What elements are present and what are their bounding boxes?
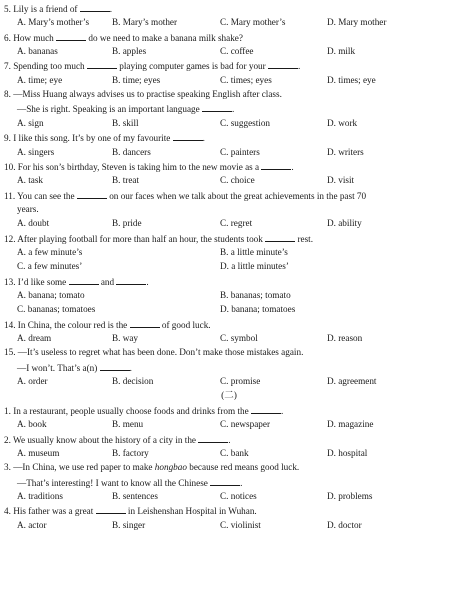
question-text: —She is right. Speaking is an important language bbox=[17, 104, 202, 115]
option-b[interactable]: B. way bbox=[112, 333, 139, 344]
s2-question-4-options bbox=[17, 519, 457, 531]
question-text: . bbox=[202, 133, 205, 144]
question-text: 13. I’d like some bbox=[4, 276, 69, 287]
question-text: 12. After playing football for more than half an hour, the students took bbox=[4, 233, 266, 244]
question-text: 7. Spending too much bbox=[4, 61, 87, 72]
s1-question-8-options-row-2 bbox=[17, 260, 457, 272]
option-d[interactable]: D. problems bbox=[327, 490, 373, 501]
s1-question-6-stem bbox=[4, 160, 294, 173]
s1-question-4-stem-cont bbox=[17, 102, 234, 115]
answer-blank[interactable] bbox=[69, 275, 99, 285]
answer-blank[interactable] bbox=[116, 275, 149, 287]
answer-blank[interactable] bbox=[173, 131, 205, 144]
question-text: . bbox=[109, 4, 113, 14]
section-title: (二) bbox=[221, 390, 237, 401]
option-c[interactable]: C. symbol bbox=[220, 333, 258, 344]
question-text: —I won’t. That’s a(n) bbox=[17, 362, 100, 373]
option-c[interactable]: C. coffee bbox=[220, 46, 254, 57]
option-c[interactable]: C. regret bbox=[220, 218, 253, 229]
option-a[interactable]: A. bananas bbox=[17, 46, 58, 57]
s2-question-1-options bbox=[17, 418, 457, 430]
option-d[interactable]: D. Mary mother bbox=[327, 17, 387, 28]
question-text: 15. —It’s useless to regret what has been done. Don’t make those mistakes again. bbox=[4, 347, 304, 358]
question-text: because red means good luck. bbox=[186, 462, 300, 473]
s2-question-3-stem-cont bbox=[17, 476, 242, 489]
question-text: 3. —In China, we use red paper to make bbox=[4, 462, 155, 473]
option-c[interactable]: C. a few minutes’ bbox=[17, 261, 83, 272]
question-text: 10. For his son’s birthday, Steven is taking him to the new movie as a bbox=[4, 161, 262, 172]
s1-question-10-stem bbox=[4, 318, 211, 331]
option-d[interactable]: D. banana; tomatoes bbox=[220, 304, 296, 315]
s1-question-3-stem bbox=[4, 59, 300, 72]
s1-question-7-stem bbox=[4, 189, 366, 202]
s1-question-9-options-row-1 bbox=[17, 289, 457, 301]
s1-question-1-stem bbox=[4, 2, 112, 15]
s2-question-1-stem bbox=[4, 404, 283, 417]
option-b[interactable]: B. skill bbox=[112, 117, 139, 128]
answer-blank[interactable] bbox=[268, 59, 301, 72]
s2-question-4-stem bbox=[4, 504, 257, 517]
s1-question-7-stem-cont bbox=[17, 203, 39, 215]
s1-question-4-stem bbox=[4, 88, 282, 100]
question-text: and bbox=[98, 276, 117, 287]
question-text: 5. Lily is a friend of bbox=[4, 4, 80, 14]
option-b[interactable]: B. decision bbox=[112, 376, 154, 387]
option-b[interactable]: B. Mary’s mother bbox=[112, 17, 178, 28]
option-c[interactable]: C. notices bbox=[220, 490, 257, 501]
question-text: playing computer games is bad for your bbox=[116, 61, 268, 72]
option-c[interactable]: C. newspaper bbox=[220, 419, 271, 430]
answer-blank[interactable] bbox=[80, 2, 113, 14]
question-text: . bbox=[280, 405, 284, 416]
answer-blank[interactable] bbox=[198, 433, 231, 445]
option-a[interactable]: A. Mary’s mother’s bbox=[17, 17, 90, 28]
question-text: do we need to make a banana milk shake? bbox=[86, 32, 243, 43]
s2-question-2-options bbox=[17, 447, 457, 459]
option-c[interactable]: C. suggestion bbox=[220, 117, 271, 128]
option-a[interactable]: A. a few minute’s bbox=[17, 246, 83, 257]
answer-blank[interactable] bbox=[100, 361, 130, 371]
question-text: . bbox=[298, 61, 301, 72]
option-a[interactable]: A. time; eye bbox=[17, 74, 63, 85]
answer-blank[interactable] bbox=[77, 189, 107, 199]
answer-blank[interactable] bbox=[261, 160, 294, 172]
question-text: rest. bbox=[295, 233, 314, 244]
answer-blank[interactable] bbox=[56, 31, 86, 41]
option-b[interactable]: B. treat bbox=[112, 175, 140, 186]
option-c[interactable]: C. choice bbox=[220, 175, 255, 186]
option-b[interactable]: B. sentences bbox=[112, 490, 158, 501]
option-c[interactable]: C. bank bbox=[220, 447, 249, 458]
question-text: of good luck. bbox=[159, 319, 211, 330]
option-c[interactable]: C. promise bbox=[220, 376, 261, 387]
s1-question-4-options bbox=[17, 117, 457, 129]
option-a[interactable]: A. doubt bbox=[17, 218, 50, 229]
option-d[interactable]: D. doctor bbox=[327, 519, 362, 530]
question-text: . bbox=[129, 362, 132, 373]
option-d[interactable]: D. a little minutes’ bbox=[220, 261, 289, 272]
option-d[interactable]: D. agreement bbox=[327, 376, 377, 387]
option-a[interactable]: A. task bbox=[17, 175, 44, 186]
option-a[interactable]: A. sign bbox=[17, 117, 44, 128]
option-c[interactable]: C. times; eyes bbox=[220, 74, 272, 85]
s1-question-3-options bbox=[17, 74, 457, 86]
question-text: 6. How much bbox=[4, 32, 57, 43]
question-text: years. bbox=[17, 203, 39, 214]
s1-question-5-options bbox=[17, 146, 457, 158]
s1-question-8-options-row-1 bbox=[17, 246, 457, 258]
option-a[interactable]: A. museum bbox=[17, 447, 60, 458]
option-a[interactable]: A. book bbox=[17, 419, 47, 430]
option-d[interactable]: D. ability bbox=[327, 218, 362, 229]
option-b[interactable]: B. apples bbox=[112, 46, 147, 57]
option-b[interactable]: B. dancers bbox=[112, 146, 151, 157]
question-text: 4. His father was a great bbox=[4, 506, 96, 517]
s2-question-3-options bbox=[17, 490, 457, 502]
question-text: . bbox=[291, 161, 294, 172]
answer-blank[interactable] bbox=[210, 476, 243, 488]
option-c[interactable]: C. Mary mother’s bbox=[220, 17, 286, 28]
option-d[interactable]: D. milk bbox=[327, 46, 356, 57]
answer-blank[interactable] bbox=[251, 404, 284, 416]
question-text: 14. In China, the colour red is the bbox=[4, 319, 130, 330]
option-d[interactable]: D. visit bbox=[327, 175, 355, 186]
s1-question-11-stem bbox=[4, 346, 303, 358]
s1-question-5-stem bbox=[4, 131, 205, 144]
option-a[interactable]: A. traditions bbox=[17, 490, 63, 501]
option-a[interactable]: A. order bbox=[17, 376, 48, 387]
option-a[interactable]: A. dream bbox=[17, 333, 52, 344]
option-c[interactable]: C. painters bbox=[220, 146, 260, 157]
option-c[interactable]: C. bananas; tomatoes bbox=[17, 304, 96, 315]
question-text: 1. In a restaurant, people usually choose foods and drinks from the bbox=[4, 405, 251, 416]
option-d[interactable]: D. writers bbox=[327, 146, 364, 157]
option-d[interactable]: D. work bbox=[327, 117, 358, 128]
answer-blank[interactable] bbox=[96, 504, 126, 514]
option-b[interactable]: B. time; eyes bbox=[112, 74, 161, 85]
option-d[interactable]: D. times; eye bbox=[327, 74, 376, 85]
answer-blank[interactable] bbox=[265, 232, 295, 242]
s2-question-2-stem bbox=[4, 433, 231, 446]
s2-question-3-stem bbox=[4, 461, 299, 473]
s1-question-2-options bbox=[17, 45, 457, 57]
option-d[interactable]: D. magazine bbox=[327, 419, 374, 430]
option-b[interactable]: B. pride bbox=[112, 218, 142, 229]
option-b[interactable]: B. bananas; tomato bbox=[220, 290, 291, 300]
s1-question-10-options bbox=[17, 332, 457, 344]
option-b[interactable]: B. factory bbox=[112, 447, 149, 458]
question-text: . bbox=[228, 434, 231, 445]
answer-blank[interactable] bbox=[87, 59, 117, 69]
option-b[interactable]: B. a little minute’s bbox=[220, 246, 288, 257]
option-c[interactable]: C. violinist bbox=[220, 519, 261, 530]
s1-question-11-stem-cont bbox=[17, 361, 132, 374]
question-text: 11. You can see the bbox=[4, 190, 77, 201]
s1-question-9-stem bbox=[4, 275, 149, 288]
s1-question-7-options bbox=[17, 217, 457, 229]
option-d[interactable]: D. hospital bbox=[327, 447, 368, 458]
s1-question-1-options bbox=[17, 16, 457, 28]
answer-blank[interactable] bbox=[130, 318, 160, 328]
question-text: 9. I like this song. It’s by one of my favourite bbox=[4, 133, 173, 144]
question-text: 2. We usually know about the history of a city in the bbox=[4, 434, 199, 445]
option-a[interactable]: A. banana; tomato bbox=[17, 290, 85, 300]
option-a[interactable]: A. actor bbox=[17, 519, 47, 530]
option-b[interactable]: B. singer bbox=[112, 519, 146, 530]
question-text: hongbao bbox=[154, 462, 187, 473]
question-text: —That’s interesting! I want to know all the Chinese bbox=[17, 477, 211, 488]
option-a[interactable]: A. singers bbox=[17, 146, 55, 157]
s1-question-6-options bbox=[17, 174, 457, 186]
s1-question-8-stem bbox=[4, 232, 313, 245]
s1-question-11-options bbox=[17, 375, 457, 387]
option-d[interactable]: D. reason bbox=[327, 333, 363, 344]
question-text: in Leishenshan Hospital in Wuhan. bbox=[125, 506, 257, 517]
answer-blank[interactable] bbox=[202, 102, 235, 115]
question-text: on our faces when we talk about the great achievements in the past 70 bbox=[106, 190, 367, 201]
question-text: . bbox=[232, 104, 235, 115]
s1-question-2-stem bbox=[4, 31, 243, 44]
question-text: . bbox=[240, 477, 243, 488]
option-b[interactable]: B. menu bbox=[112, 419, 144, 430]
question-text: . bbox=[146, 276, 149, 287]
question-text: 8. —Miss Huang always advises us to practise speaking English after class. bbox=[4, 89, 282, 100]
s1-question-9-options-row-2 bbox=[17, 303, 457, 315]
